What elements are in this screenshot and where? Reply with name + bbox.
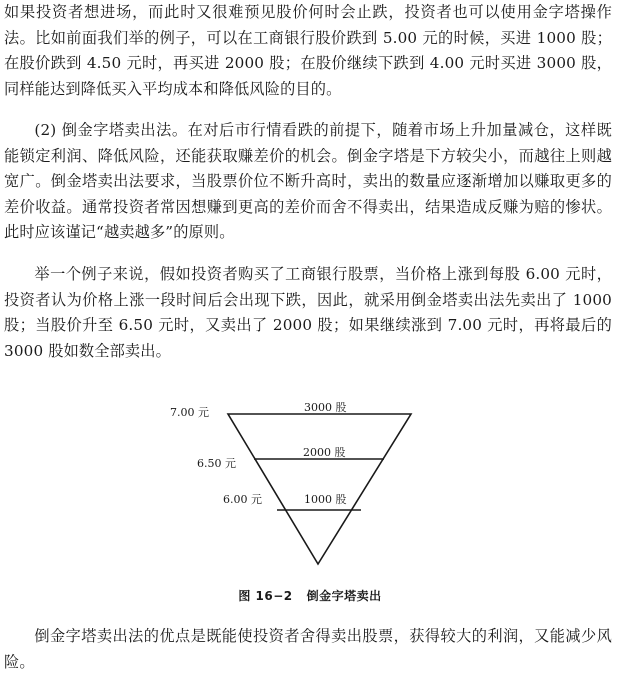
paragraph-advantage: 倒金字塔卖出法的优点是既能使投资者舍得卖出股票，获得较大的利润，又能减少风险。 xyxy=(4,627,612,671)
inverted-pyramid-diagram xyxy=(0,388,620,598)
figure-number: 图 16−2 xyxy=(238,589,293,603)
price-label-middle: 6.50 元 xyxy=(197,457,236,470)
quantity-label-middle: 2000 股 xyxy=(303,446,346,459)
quantity-label-bottom: 1000 股 xyxy=(304,493,347,506)
figure-title: 倒金字塔卖出 xyxy=(306,589,382,603)
inverted-pyramid-figure xyxy=(0,388,620,598)
paragraph-pyramid-buy: 如果投资者想进场，而此时又很难预见股价何时会止跌，投资者也可以使用金字塔操作法。比如前面我们举的例子，可以在工商银行股价跌到 5.00 元的时候，买进 1000 股；在股价跌到 4.50 元时，再买进 2000 股；在股价继续下跌到 4.00 元时买进 3000 股，同样能达到降低买入平均成本和降低风险的目的。 xyxy=(4,3,612,98)
price-label-bottom: 6.00 元 xyxy=(223,493,262,506)
quantity-label-top: 3000 股 xyxy=(304,401,347,414)
inverted-triangle xyxy=(228,414,411,564)
paragraph-example: 举一个例子来说，假如投资者购买了工商银行股票，当价格上涨到每股 6.00 元时，投资者认为价格上涨一段时间后会出现下跌，因此，就采用倒金塔卖出法先卖出了 1000 股；当股价升至 6.50 元时，又卖出了 2000 股；如果继续涨到 7.00 元时，再将最后的 3000 股如数全部卖出。 xyxy=(4,265,612,360)
figure-caption xyxy=(0,587,620,604)
price-label-top: 7.00 元 xyxy=(170,406,209,419)
paragraph-inverted-pyramid-sell: (2) 倒金字塔卖出法。在对后市行情看跌的前提下，随着市场上升加量减仓，这样既能锁定利润、降低风险，还能获取赚差价的机会。倒金字塔是下方较尖小，而越往上则越宽广。倒金塔卖出法要求，当股票价位不断升高时，卖出的数量应逐渐增加以赚取更多的差价收益。通常投资者常因想赚到更高的差价而舍不得卖出，结果造成反赚为赔的惨状。此时应该谨记“越卖越多”的原则。 xyxy=(4,121,612,242)
